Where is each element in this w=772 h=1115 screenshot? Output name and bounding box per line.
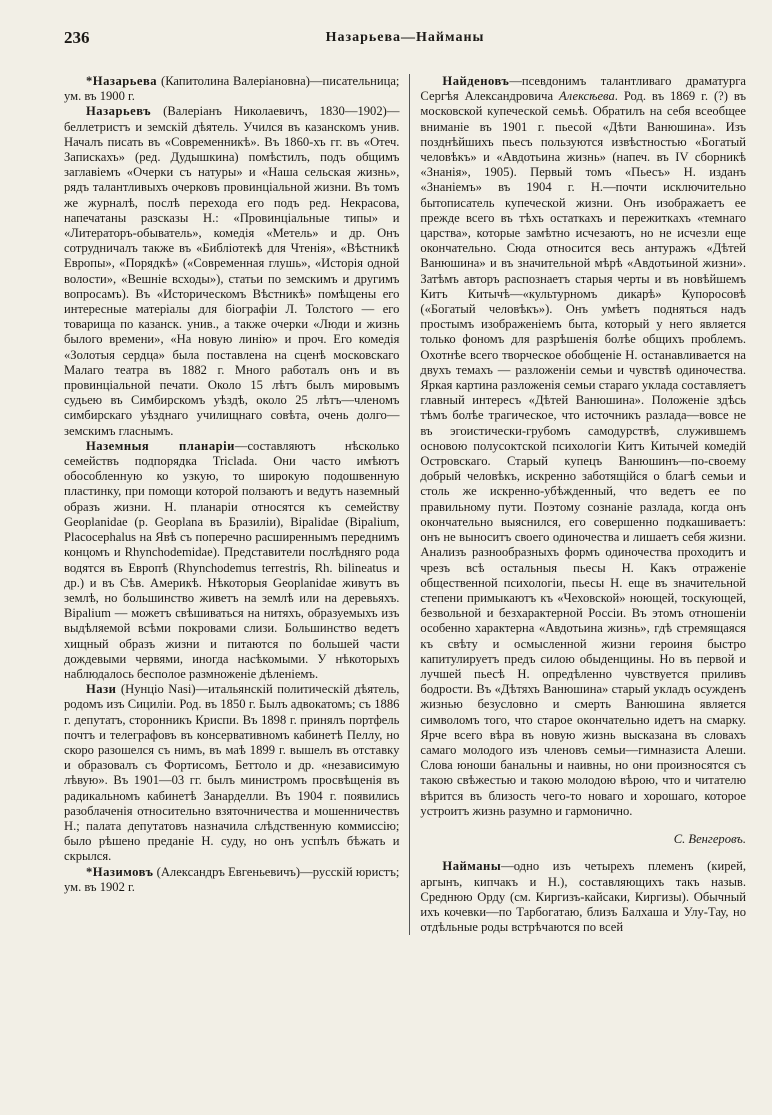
entry-headword: *Назарьева [86,74,158,88]
entry-headword: Назарьевъ [86,104,152,119]
entry-headword: Найманы [442,859,502,874]
entry-nazareva [64,74,399,104]
running-head: Назарьева—Найманы [325,30,485,45]
right-column [420,74,746,935]
entry-naidenov [420,74,746,819]
entry-text-continued: . Род. въ 1869 г. (?) въ московской купеческой семьѣ. Обратилъ на себя всеобщее вниманіе въ 1901 г. пьесой «Дѣти Ванюшина». Изъ позднѣйшихъ пьесъ пользуются извѣстностью «Богатый человѣкъ» и «Авдотьина жизнь» (напеч. въ IV сборникѣ «Знанія», 1905). Первый томъ «Пьесъ» Н. изданъ «Знаніемъ» въ 1904 г. Н.—почти исключительно бытописатель купеческой жизни. Онъ изображаетъ ее прежде всего въ тѣхъ остаткахъ и пережиткахъ «темнаго царства», которые замѣтно исчезаютъ, но не исчезли еще окончательно. Сюда относится весь антуражъ «Дѣтей Ванюшина» и въ значительной мѣрѣ «Авдотьиной жизни». Затѣмъ авторъ распознаетъ старыя черты и въ новѣйшемъ Китъ Китычѣ—«культурномъ дикарѣ» Купоросовѣ («Богатый человѣкъ»). Онъ умѣетъ подняться надъ простымъ изображеніемъ быта, который у него является только фономъ для разрѣшенія болѣе общихъ проблемъ. Охотнѣе всего творческое обобщеніе Н. останавливается на двухъ темахъ — разложеніи семьи и чувствѣ одиночества. Яркая картина разложенія семьи стараго уклада составляетъ главный интересъ «Дѣтей Ванюшина». Положеніе здѣсь тѣмъ болѣе трагическое, что источникъ разлада—вовсе не въ эгоистически-грубомъ самодурствѣ, служившемъ основою полусоктской психологіи Китъ Китычей комедій Островскаго. Старый купецъ Ванюшинъ—по-своему добрый человѣкъ, искренно заботящійся о благѣ семьи и столь же искренно-убѣжденный, что ведетъ ее по правильному пути. Поэтому сознаніе разлада, когда онъ окончательно выяснился, его совершенно подкашиваетъ: онъ не выноситъ своего одиночества и лишаетъ себя жизни. Анализъ разнообразныхъ формъ одиночества проходитъ и чрезъ всѣ остальныя пьесы Н. Какъ отраженіе общественной психологіи, пьесы Н. еще въ значительной степени примыкаютъ къ «Чеховской» ноющей, тоскующей, безвольной и безхарактерной Россіи. Въ этомъ отношеніи особенно характерна «Авдотьина жизнь», гдѣ стремящаяся къ свѣту и осмысленной жизни героиня быстро капитулируетъ предъ силою обыденщины. Но въ первой и лучшей пьесѣ Н. опредѣленно чувствуется приливъ бодрости. Въ «Дѣтяхъ Ванюшина» старый укладъ осужденъ жизнью безусловно и смерть Ванюшина является символомъ того, что старое окончательно идетъ на смарку. Ярче всего вѣра въ новую жизнь высказана въ словахъ самаго молодого изъ членовъ семьи—гимназиста Алеши. Слова юноши банальны и наивны, но они произносятся съ такою свѣжестью и такою молодою вѣрою, что и читателю вѣрится въ близость чего-то новаго и хорошаго, которое устроитъ жизнь разумно и гармонично. [420,89,746,818]
entry-nazi [64,682,399,864]
entry-nazemnye-planarii [64,439,399,682]
page-header [64,22,746,52]
entry-text: (Александръ Евгеньевичъ)—русскій юристъ; ум. въ 1902 г. [64,864,400,894]
entry-headword: Найденовъ [442,74,510,88]
entry-text: (Капитолина Валеріановна)—писательница; ум. въ 1900 г. [64,74,400,104]
page-number: 236 [64,28,90,47]
entry-naimany [420,859,746,935]
entry-headword: *Назимовъ [86,864,154,879]
entry-nazimov [64,865,399,895]
entry-nazarev [64,104,399,438]
entry-headword: Нази [86,682,117,697]
entry-text: —псевдонимъ талантливаго драматурга Сергѣя Александровича [420,74,746,104]
entry-signature: С. Венгеровъ. [673,831,746,846]
entry-text: (Нунціо Nasi)—итальянскій политическій дѣятель, родомъ изъ Сициліи. Род. въ 1850 г. Былъ адвокатомъ; съ 1886 г. депутатъ, сторонникъ Криспи. Въ 1898 г. принялъ портфель почтъ и телеграфовъ въ консервативномъ кабинетѣ Пеллу, но скоро разошелся съ нимъ, въ маѣ 1899 г. вышелъ въ отставку и образовалъ съ Фортисомъ, Беттоло и др. «независимую лѣвую». Въ 1901—03 гг. былъ министромъ просвѣщенія въ радикальномъ кабинетѣ Занарделли. Въ 1904 г. появились разоблаченія относительно взяточничества и мошенничествъ Н.; палата депутатовъ назначила слѣдственную коммиссію; было рѣшено преданіе Н. суду, но онъ успѣлъ бѣжать и скрылся. [64,682,400,864]
entry-text: (Валеріанъ Николаевичъ, 1830—1902)—беллетристъ и земскій дѣятель. Учился въ казанскомъ унив. Началъ писать въ «Современникѣ». Въ 1860-хъ гг. въ «Отеч. Запискахъ» (ред. Дудышкина) помѣстилъ, подъ общимъ заглавіемъ «Очерки съ натуры» и «Наша сельская жизнь», рядъ талантливыхъ очерковъ провинціальной жизни. Въ томъ же журналѣ, послѣ перехода его подъ ред. Некрасова, напечатаны разсказы Н.: «Провинціальные типы» и «Литераторъ-обыватель», комедія «Метель» и др. Онъ сотрудничалъ также въ «Библіотекѣ для Чтенія», «Вѣстникѣ Европы», «Порядкѣ» («Современная глушь», «Исторія одной волости», «Вешніе всходы»), статьи по земскимъ и другимъ вопросамъ). Въ «Историческомъ Вѣстникѣ» помѣщены его интересные матеріалы для біографіи Л. Толстого — его товарища по казанск. унив., а также очерки «Люди и жизнь былого времени», «На новую линію» и проч. Его комедія «Золотыя сердца» была поставлена на сценѣ московскаго Малаго театра въ 1882 г. Много работалъ онъ и въ провинціальной печати. Около 15 лѣтъ былъ мировымъ судьею въ Симбирскомъ уѣздѣ, около 25 лѣтъ—членомъ симбирскаго уѣзднаго училищнаго совѣта, очень долго—земскимъ гласнымъ. [64,104,400,438]
two-column-body [64,74,746,935]
entry-text: —одно изъ четырехъ племенъ (кирей, аргынъ, кипчакъ и Н.), составляющихъ такъ назыв. Среднюю Орду (см. Киргизъ-кайсаки, Киргизы). Обычный ихъ кочевки—по Тарбогатаю, близъ Балхаша и Улу-Тау, но отдѣльные роды встрѣчаются по всей [420,859,746,935]
entry-italic-name: Алексѣева [558,89,615,104]
column-divider [409,74,410,935]
entry-text: —составляютъ нѣсколько семействъ подпорядка Tricladа. Они часто имѣютъ обособленную ко узкую, то широкую подошвенную пластинку, при помощи которой ползаютъ и ведутъ наземный образъ жизни. Н. планаріи относятся къ семейству Geoplanidae (р. Geoplana въ Бразиліи), Bipalidae (Bipalium, Placocephalus на Явѣ съ поперечно расширеннымъ переднимъ концомъ и Rhynchodemidae). Представители послѣдняго рода водятся въ Европѣ (Rhynchodemus terrestris, Rh. bilineatus и др.) и въ Сѣв. Америкѣ. Нѣкоторыя Geoplanidae живутъ въ землѣ, но большинство живетъ на землѣ или на деревьяхъ. Bipalium — можетъ свѣшиваться на нитяхъ, образуемыхъ изъ выдѣляемой всѣми покровами слизи. Большинство ведетъ хищный образъ жизни и питаются по большей части дождевыми червями, иногда насѣкомыми. У нѣкоторыхъ наблюдалось бесполое размноженіе дѣленіемъ. [64,438,400,681]
left-column [64,74,409,935]
entry-headword: Наземныя планаріи [86,438,235,453]
